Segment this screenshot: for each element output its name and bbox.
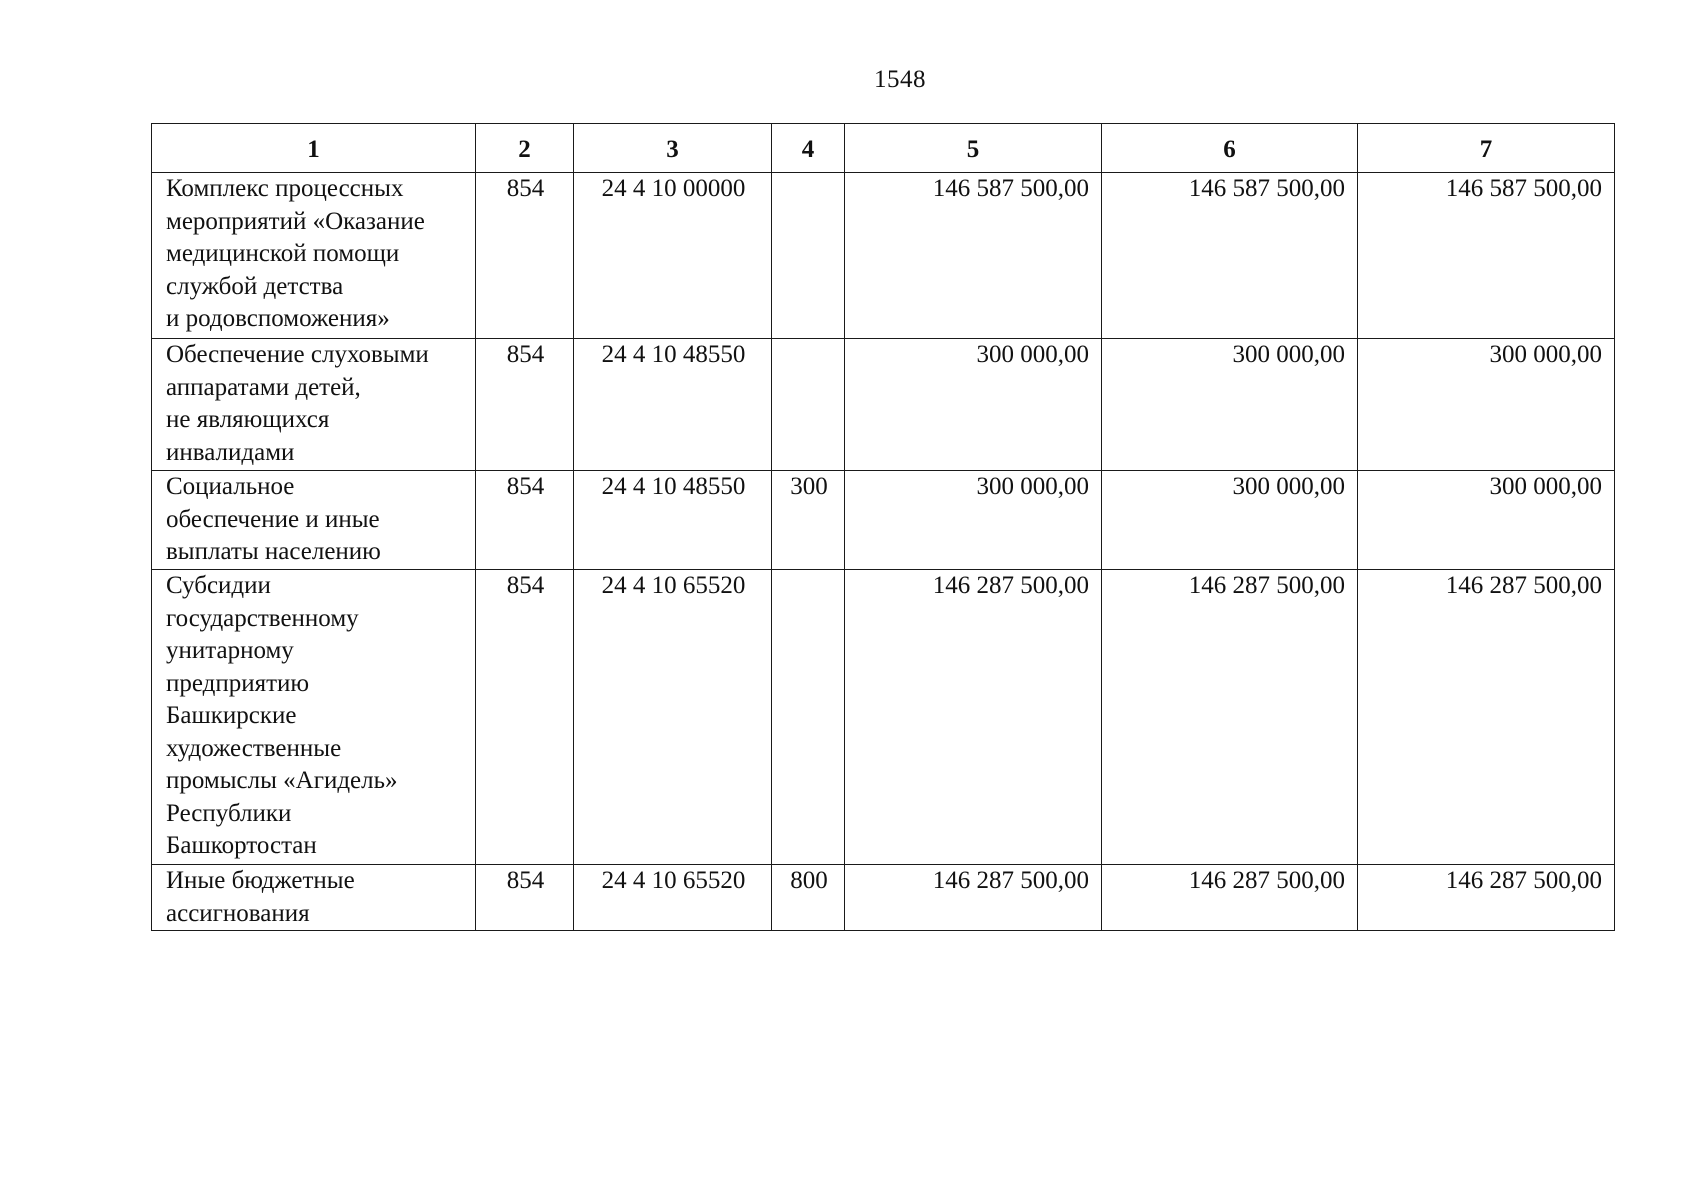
- row-col-4: [772, 570, 845, 865]
- row-col-7: 146 587 500,00: [1358, 173, 1615, 339]
- row-col-5: 146 287 500,00: [845, 570, 1102, 865]
- row-col-4: [772, 339, 845, 471]
- table-row: [152, 339, 1615, 471]
- table-row: [152, 471, 1615, 570]
- header-row: [152, 124, 1615, 173]
- column-header-4: 4: [772, 124, 845, 173]
- column-header-1: 1: [152, 124, 476, 173]
- row-col-4: [772, 173, 845, 339]
- row-col-2: 854: [476, 570, 574, 865]
- row-col-5: 300 000,00: [845, 471, 1102, 570]
- row-col-6: 146 587 500,00: [1102, 173, 1358, 339]
- row-col-7: 146 287 500,00: [1358, 865, 1615, 931]
- column-header-5: 5: [845, 124, 1102, 173]
- row-col-3: 24 4 10 48550: [574, 471, 772, 570]
- row-name: Иные бюджетные ассигнования: [152, 865, 476, 931]
- table-row: [152, 865, 1615, 931]
- page-number: 1548: [874, 66, 926, 93]
- row-col-6: 300 000,00: [1102, 339, 1358, 471]
- table-row: [152, 570, 1615, 865]
- row-col-7: 300 000,00: [1358, 339, 1615, 471]
- row-col-2: 854: [476, 173, 574, 339]
- row-name: Обеспечение слуховыми аппаратами детей, не являющихся инвалидами: [152, 339, 476, 471]
- row-col-7: 146 287 500,00: [1358, 570, 1615, 865]
- row-col-4: 300: [772, 471, 845, 570]
- row-col-3: 24 4 10 65520: [574, 570, 772, 865]
- row-col-3: 24 4 10 65520: [574, 865, 772, 931]
- row-col-2: 854: [476, 865, 574, 931]
- row-name: Субсидии государственному унитарному предприятию Башкирские художественные промыслы «Агидель» Республики Башкортостан: [152, 570, 476, 865]
- row-col-2: 854: [476, 471, 574, 570]
- column-header-2: 2: [476, 124, 574, 173]
- row-col-5: 146 587 500,00: [845, 173, 1102, 339]
- row-col-6: 146 287 500,00: [1102, 570, 1358, 865]
- row-name: Социальное обеспечение и иные выплаты населению: [152, 471, 476, 570]
- row-col-6: 146 287 500,00: [1102, 865, 1358, 931]
- row-col-5: 300 000,00: [845, 339, 1102, 471]
- row-col-3: 24 4 10 00000: [574, 173, 772, 339]
- row-col-5: 146 287 500,00: [845, 865, 1102, 931]
- row-name: Комплекс процессных мероприятий «Оказание медицинской помощи службой детства и родовспоможения»: [152, 173, 476, 339]
- budget-table: [151, 123, 1615, 931]
- row-col-7: 300 000,00: [1358, 471, 1615, 570]
- row-col-2: 854: [476, 339, 574, 471]
- column-header-6: 6: [1102, 124, 1358, 173]
- row-col-4: 800: [772, 865, 845, 931]
- table-row: [152, 173, 1615, 339]
- row-col-6: 300 000,00: [1102, 471, 1358, 570]
- row-col-3: 24 4 10 48550: [574, 339, 772, 471]
- column-header-3: 3: [574, 124, 772, 173]
- column-header-7: 7: [1358, 124, 1615, 173]
